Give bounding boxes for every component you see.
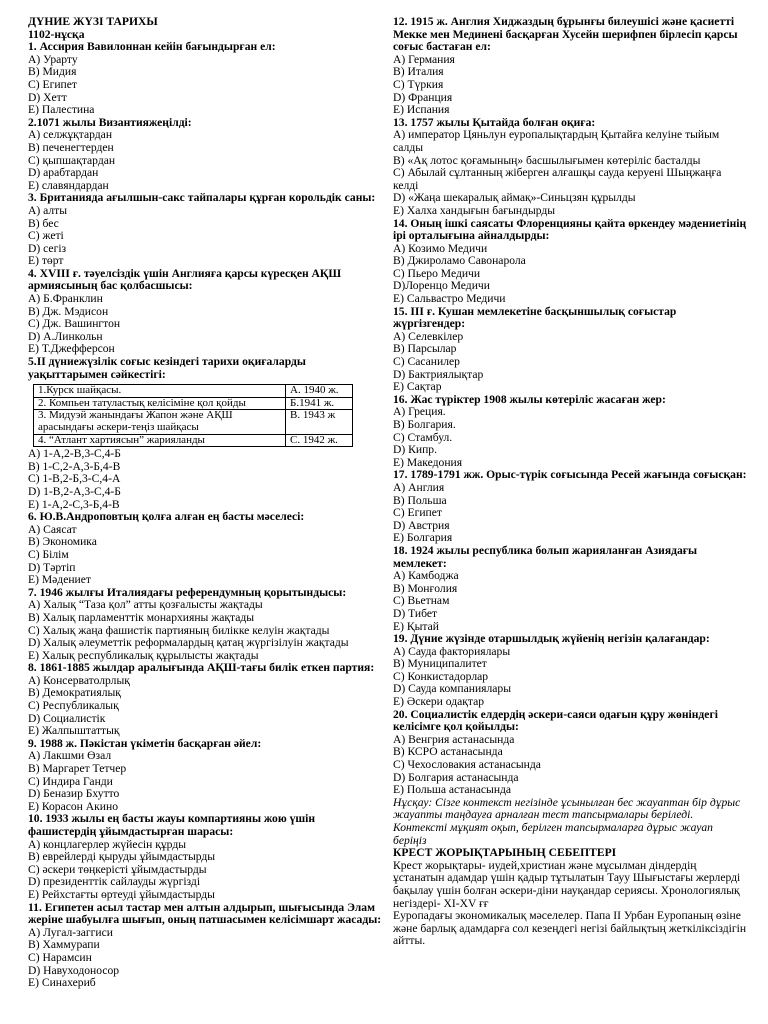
answer-option: E) Болгария bbox=[393, 531, 453, 545]
answer-option: C) Вьетнам bbox=[393, 594, 450, 608]
answer-option: D) Социалистік bbox=[28, 711, 106, 725]
left-column bbox=[28, 15, 382, 990]
question-text: мемлекет: bbox=[393, 556, 447, 570]
table-row bbox=[34, 434, 353, 447]
answer-option: E) Испания bbox=[393, 103, 450, 117]
answer-option: E) Әскери одақтар bbox=[393, 695, 485, 709]
answer-option: C) Египет bbox=[28, 77, 77, 91]
answer-option: A) Лугал-заггиси bbox=[28, 925, 113, 939]
answer-option: E) Корасон Акино bbox=[28, 799, 118, 813]
answer-option: B) Италия bbox=[393, 65, 444, 79]
question-text: 11. Египетен асыл тастар мен алтын алдырып, шығысында Элам bbox=[28, 900, 375, 914]
answer-option: D) «Жаңа шекаралық аймақ»-Синьцзян құрылды bbox=[393, 191, 636, 205]
answer-option: E) Польша астанасында bbox=[393, 783, 512, 797]
answer-option: C) Абылай сұлтанның жіберген алғашқы сауда керуені Шыңжаңға bbox=[393, 166, 722, 180]
question-text: 20. Социалистік елдердің әскери-саяси одағын құру жөніндегі bbox=[393, 707, 718, 721]
instruction-text: беріңіз bbox=[393, 833, 427, 847]
answer-option: A) Камбоджа bbox=[393, 569, 459, 583]
event-cell: 4. “Атлант хартиясын” жарияланды bbox=[34, 434, 286, 447]
answer-option: A) Саясат bbox=[28, 522, 77, 536]
question-text: 17. 1789-1791 жж. Орыс-түрік соғысында Ресей жағында соғысқан: bbox=[393, 468, 747, 482]
answer-option: A) 1-А,2-В,3-С,4-Б bbox=[28, 447, 121, 461]
answer-option: E) Македония bbox=[393, 455, 463, 469]
answer-option: B) КСРО астанасында bbox=[393, 745, 503, 759]
answer-option: C) Дж. Вашингтон bbox=[28, 317, 121, 331]
answer-option: D) Беназир Бхутто bbox=[28, 787, 120, 801]
question-text: фашистердің ұйымдастырған шарасы: bbox=[28, 825, 234, 838]
answer-option: E) Қытай bbox=[393, 619, 439, 633]
right-column bbox=[393, 16, 749, 948]
answer-option: C) Халық жаңа фашистік партияның билікке келуін жақтады bbox=[28, 623, 330, 637]
instruction-text: Нұсқау: Сізге контекст негізінде ұсынылған бес жауаптан бір дұрыс bbox=[393, 795, 741, 809]
question-text: 4. XVIII ғ. тәуелсіздік үшін Англияға қарсы күресқен АҚШ bbox=[28, 266, 342, 280]
answer-option: E) Палестина bbox=[28, 103, 95, 117]
question-text: уақыттарымен сәйкестігі: bbox=[28, 367, 166, 381]
question-text: Мекке мен Мединені басқарған Хусейн шерифпен бірлесіп қарсы bbox=[393, 27, 738, 41]
answer-option: B) Польша bbox=[393, 493, 447, 507]
answer-option: D) А.Линкольн bbox=[28, 329, 103, 343]
answer-option: A) Козимо Медичи bbox=[393, 241, 488, 255]
answer-option: D)Лоренцо Медичи bbox=[393, 279, 490, 293]
answer-option: C) Индира Ганди bbox=[28, 774, 113, 788]
question-text: келісімге қол қойылды: bbox=[393, 720, 519, 734]
answer-option: D) Австрия bbox=[393, 518, 450, 532]
answer-option: B) «Ақ лотос қоғамының» басшылығымен көтеріліс басталды bbox=[393, 153, 701, 167]
answer-option: D) Болгария астанасында bbox=[393, 770, 519, 784]
year-cell: Б.1941 ж. bbox=[286, 397, 353, 410]
matching-table bbox=[33, 384, 353, 447]
answer-option: D) Сауда компаниялары bbox=[393, 682, 511, 696]
answer-option: D) 1-В,2-А,3-С,4-Б bbox=[28, 484, 121, 498]
question-text: армиясының бас қолбасшысы: bbox=[28, 279, 193, 293]
answer-option: E) Жалпыштаттық bbox=[28, 724, 120, 738]
question-text: 16. Жас түріктер 1908 жылы көтеріліс жасаған жер: bbox=[393, 392, 666, 406]
answer-option: A) Урарту bbox=[28, 52, 78, 66]
event-cell: 3. Мидуэй жанындағы Жапон және АҚШ арасындағы әскери-теңіз шайқасы bbox=[34, 410, 286, 434]
answer-option: C) әскери төңкерісті ұйымдастырды bbox=[28, 862, 207, 876]
question-text: 1. Ассирия Вавилоннан кейін бағындырған ел: bbox=[28, 40, 276, 54]
question-text: жеріне шабуылға шығып, оның патшасымен келісімшарт жасады: bbox=[28, 913, 382, 927]
answer-option: B) Халық парламенттік монархияны жақтады bbox=[28, 610, 255, 624]
question-text: 19. Дүние жүзінде отаршылдық жүйенің негізін қалағандар: bbox=[393, 632, 710, 646]
answer-option: салды bbox=[393, 140, 424, 154]
answer-option: B) Джироламо Савонарола bbox=[393, 254, 526, 268]
answer-option: B) Монғолия bbox=[393, 581, 458, 595]
answer-option: D) сегіз bbox=[28, 241, 67, 255]
question-text: ДҮНИЕ ЖҮЗІ ТАРИХЫ bbox=[28, 15, 158, 28]
answer-option: A) Германия bbox=[393, 52, 455, 66]
answer-option: E) Халха хандығын бағындырды bbox=[393, 203, 556, 217]
answer-option: B) Демократиялық bbox=[28, 686, 121, 700]
year-cell: A. 1940 ж. bbox=[286, 385, 353, 398]
answer-option: E) 1-А,2-С,3-Б,4-В bbox=[28, 497, 120, 511]
table-row bbox=[34, 410, 353, 434]
question-text: 8. 1861-1885 жылдар аралығында АҚШ-тағы билік еткен партия: bbox=[28, 661, 375, 675]
answer-option: A) Сауда факториялары bbox=[393, 644, 511, 658]
question-text: 15. III ғ. Кушан мемлекетіне басқыншылық соғыстар bbox=[393, 304, 677, 318]
answer-option: B) Хаммурапи bbox=[28, 938, 100, 952]
answer-option: D) президенттік сайлауды жүргізді bbox=[28, 875, 201, 889]
answer-option: D) Халық әлеуметтік реформалардың қатаң жүргізілуін жақтады bbox=[28, 636, 349, 650]
question-text: 18. 1924 жылы республика болып жарияланған Азиядағы bbox=[393, 543, 698, 557]
instruction-text: жауапты таңдауға арналған тест тапсырмалары беріледі. bbox=[393, 808, 694, 822]
answer-option: C) Пьеро Медичи bbox=[393, 266, 481, 280]
answer-option: C) Түркия bbox=[393, 77, 444, 91]
event-cell: 1.Курск шайқасы. bbox=[34, 385, 286, 398]
year-cell: В. 1943 ж bbox=[286, 410, 353, 434]
answer-option: B) Маргарет Тетчер bbox=[28, 762, 127, 776]
answer-option: E) Халық республикалық құрылысты жақтады bbox=[28, 648, 259, 662]
answer-option: A) Лакшми Өзал bbox=[28, 749, 112, 763]
answer-option: A) Б.Франклин bbox=[28, 292, 103, 306]
answer-option: және барлық адамдарға сол кезеңдегі негізі байлықтың жеткіліксіздігін bbox=[393, 921, 747, 935]
answer-option: D) Тибет bbox=[393, 606, 438, 620]
question-text: 14. Оның ішкі саясаты Флоренцияны қайта өркендеу мәдениетінің bbox=[393, 216, 747, 230]
answer-option: A) Венгрия астанасында bbox=[393, 732, 515, 746]
question-text: 6. Ю.В.Андроповтың қолға алған ең басты мәселесі: bbox=[28, 510, 305, 524]
answer-option: D) Тәртіп bbox=[28, 560, 76, 574]
answer-option: C) Чехословакия астанасында bbox=[393, 758, 541, 772]
answer-option: B) Экономика bbox=[28, 535, 97, 549]
answer-option: B) Муниципалитет bbox=[393, 657, 487, 671]
answer-option: A) Греция. bbox=[393, 405, 446, 419]
answer-option: E) Синахериб bbox=[28, 976, 96, 990]
question-text: ірі орталығына айналдырды: bbox=[393, 229, 550, 243]
answer-option: D) Бактриялықтар bbox=[393, 367, 484, 381]
question-text: жүргізгендер: bbox=[393, 317, 466, 331]
answer-option: C) қыпшақтардан bbox=[28, 153, 116, 167]
answer-option: C) Нарамсин bbox=[28, 950, 92, 964]
answer-option: E) төрт bbox=[28, 254, 64, 268]
question-text: КРЕСТ ЖОРЫҚТАРЫНЫҢ СЕБЕПТЕРІ bbox=[393, 846, 617, 860]
answer-option: A) концлагерлер жүйесін құрды bbox=[28, 837, 187, 851]
answer-option: C) Конкистадорлар bbox=[393, 669, 489, 683]
answer-option: B) Дж. Мэдисон bbox=[28, 304, 109, 318]
question-text: 9. 1988 ж. Пәкістан үкіметін басқарған әйел: bbox=[28, 736, 262, 750]
question-text: соғыс бастаған ел: bbox=[393, 40, 491, 54]
answer-option: E) Мәдениет bbox=[28, 573, 91, 587]
answer-option: E) Рейхстағты өртеуді ұйымдастырды bbox=[28, 887, 215, 901]
answer-option: A) алты bbox=[28, 203, 68, 217]
answer-option: C) Республикалық bbox=[28, 699, 119, 713]
answer-option: A) император Цяньлун еуропалықтардың Қытайға келуіне тыйым bbox=[393, 128, 720, 142]
answer-option: келді bbox=[393, 178, 419, 192]
answer-option: B) еврейлерді қыруды ұйымдастырды bbox=[28, 850, 216, 864]
question-text: 5.II дүниежүзілік соғыс кезіндегі тарихи оқиғаларды bbox=[28, 355, 306, 369]
answer-option: E) Сақтар bbox=[393, 380, 442, 394]
answer-option: C) Стамбул. bbox=[393, 430, 453, 444]
answer-option: A) селжұқтардан bbox=[28, 128, 113, 142]
answer-option: D) Кипр. bbox=[393, 443, 437, 457]
instruction-text: Контексті мұқият оқып, берілген тапсырмаларға дұрыс жауап bbox=[393, 821, 713, 834]
question-text: 13. 1757 жылы Қытайда болған оқиға: bbox=[393, 115, 596, 129]
answer-option: C) Египет bbox=[393, 506, 442, 520]
year-cell: С. 1942 ж. bbox=[286, 434, 353, 447]
event-cell: 2. Компьен татуластық келісіміне қол қойды bbox=[34, 397, 286, 410]
answer-option: E) славяндардан bbox=[28, 178, 109, 192]
answer-option: D) Навуходоносор bbox=[28, 963, 120, 977]
answer-option: E) Т.Джефферсон bbox=[28, 342, 115, 356]
answer-option: D) Франция bbox=[393, 90, 453, 104]
question-text: 2.1071 жылы Византияжеңілді: bbox=[28, 115, 192, 129]
answer-option: A) Халық “Таза қол” атты қозғалысты жақтады bbox=[28, 598, 263, 612]
answer-option: A) Селевкілер bbox=[393, 329, 464, 343]
answer-option: Еуропадағы экономикалық мәселелер. Папа II Урбан Еуропаның өзіне bbox=[393, 909, 741, 923]
answer-option: E) Сальвастро Медичи bbox=[393, 292, 506, 306]
answer-option: A) Англия bbox=[393, 480, 445, 494]
answer-option: D) Хетт bbox=[28, 90, 67, 104]
answer-option: B) Парсылар bbox=[393, 342, 457, 356]
answer-option: бақылау үшін болған әскери-діни науқандар сериясы. Хронологиялық bbox=[393, 883, 740, 897]
answer-option: C) Білім bbox=[28, 547, 69, 561]
question-text: 7. 1946 жылғы Италиядағы референдумның қорытындысы: bbox=[28, 585, 347, 599]
answer-option: B) Мидия bbox=[28, 65, 77, 79]
answer-option: C) жеті bbox=[28, 229, 64, 243]
question-text: 3. Британияда ағылшын-сакс тайпалары құрған корольдік саны: bbox=[28, 191, 376, 205]
answer-option: D) арабтардан bbox=[28, 166, 99, 180]
answer-option: B) 1-С,2-А,3-Б,4-В bbox=[28, 459, 121, 473]
answer-option: A) Консерватолрлық bbox=[28, 673, 130, 687]
answer-option: B) Болгария. bbox=[393, 418, 456, 431]
answer-option: B) печенегтерден bbox=[28, 140, 114, 154]
question-text: 12. 1915 ж. Англия Хиджаздың бұрынғы билеушісі және қасиетті bbox=[393, 15, 735, 28]
question-text: 10. 1933 жылы ең басты жауы компартияны жою үшін bbox=[28, 812, 316, 826]
question-text: 1102-нұсқа bbox=[28, 27, 85, 41]
answer-option: C) 1-В,2-Б,3-С,4-А bbox=[28, 472, 121, 486]
answer-option: Крест жорықтары- иудей,христиан және мұсылман діндердің bbox=[393, 858, 697, 872]
answer-option: ұстанатын адамдар үшін қадыр тұтылатын Тауу Шығыстағы жерлерді bbox=[393, 871, 741, 885]
answer-option: C) Сасанилер bbox=[393, 355, 460, 369]
answer-option: B) бес bbox=[28, 216, 59, 230]
answer-option: негіздері- XI-XV ғғ bbox=[393, 896, 489, 910]
table-row bbox=[34, 385, 353, 398]
table-row bbox=[34, 397, 353, 410]
answer-option: айтты. bbox=[393, 934, 426, 948]
